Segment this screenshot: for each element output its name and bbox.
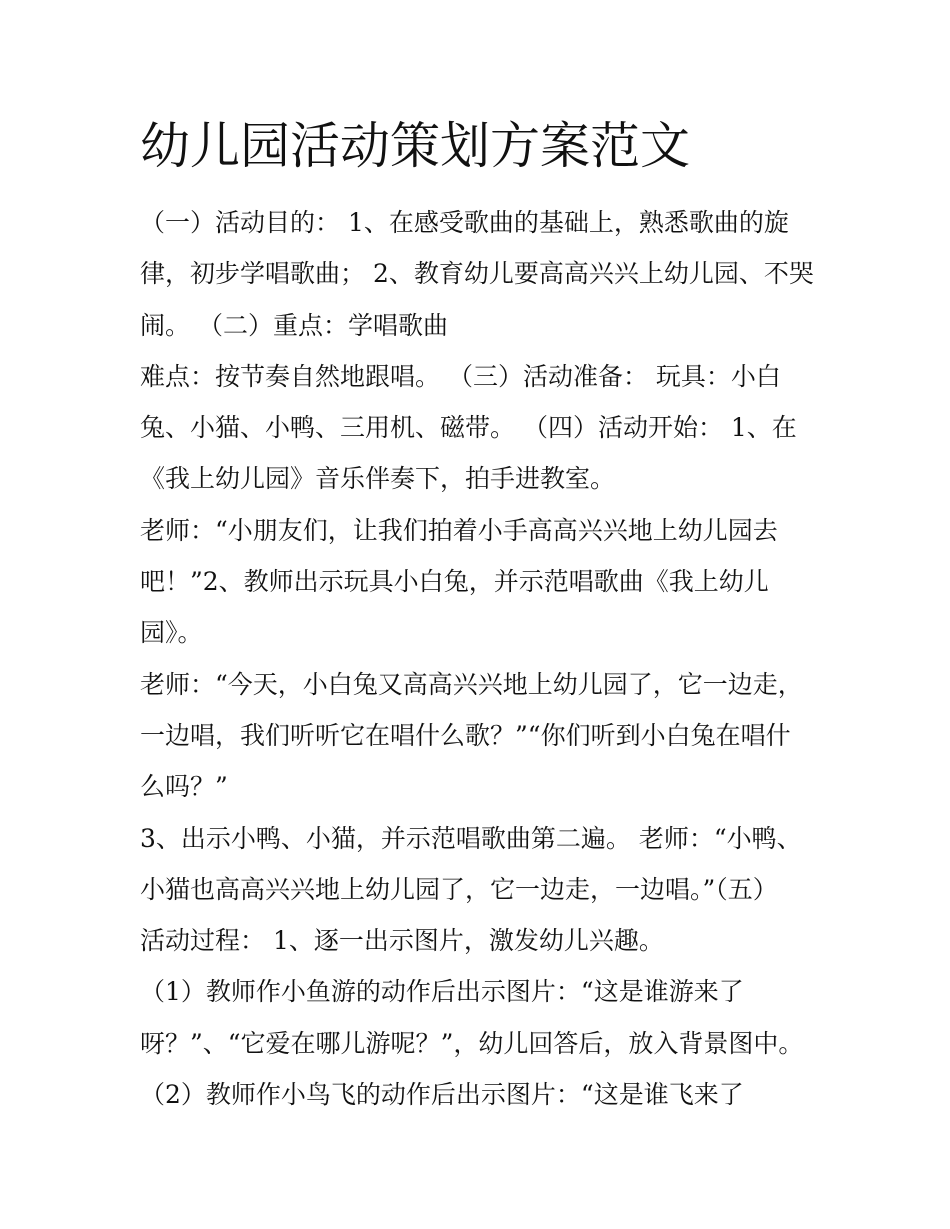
text-line: 律，初步学唱歌曲； 2、教育幼儿要高高兴兴上幼儿园、不哭 — [140, 259, 814, 289]
text-line: 吧！”2、教师出示玩具小白兔，并示范唱歌曲《我上幼儿 — [140, 567, 769, 597]
text-line: 么吗？” — [140, 772, 228, 802]
text-line: （1）教师作小鱼游的动作后出示图片：“这是谁游来了 — [140, 977, 744, 1007]
text-line: 3、出示小鸭、小猫，并示范唱歌曲第二遍。 老师：“小鸭、 — [140, 823, 802, 853]
text-line: 兔、小猫、小鸭、三用机、磁带。 （四）活动开始： 1、在 — [140, 413, 797, 443]
text-line: 呀？”、“它爱在哪儿游呢？”，幼儿回答后，放入背景图中。 — [140, 1028, 804, 1058]
document-body — [140, 203, 840, 1126]
text-line: 《我上幼儿园》音乐伴奏下，拍手进教室。 — [140, 464, 616, 494]
text-line: （一）活动目的： 1、在感受歌曲的基础上，熟悉歌曲的旋 — [140, 208, 789, 237]
text-line: 老师：“今天，小白兔又高高兴兴地上幼儿园了，它一边走， — [140, 669, 803, 699]
text-line: 难点：按节奏自然地跟唱。 （三）活动准备： 玩具：小白 — [140, 361, 781, 391]
text-line: 闹。 （二）重点：学唱歌曲 — [140, 310, 448, 340]
text-line: 一边唱，我们听听它在唱什么歌？”“你们听到小白兔在唱什 — [140, 720, 791, 750]
text-line: 活动过程： 1、逐一出示图片，激发幼儿兴趣。 — [140, 926, 664, 956]
text-line: 老师：“小朋友们，让我们拍着小手高高兴兴地上幼儿园去 — [140, 515, 778, 545]
text-line: 园》。 — [140, 618, 203, 648]
document-title: 幼儿园活动策划方案范文 — [140, 117, 690, 175]
text-line: （2）教师作小鸟飞的动作后出示图片：“这是谁飞来了 — [140, 1080, 744, 1110]
text-line: 小猫也高高兴兴地上幼儿园了，它一边走，一边唱。”（五） — [140, 874, 778, 904]
